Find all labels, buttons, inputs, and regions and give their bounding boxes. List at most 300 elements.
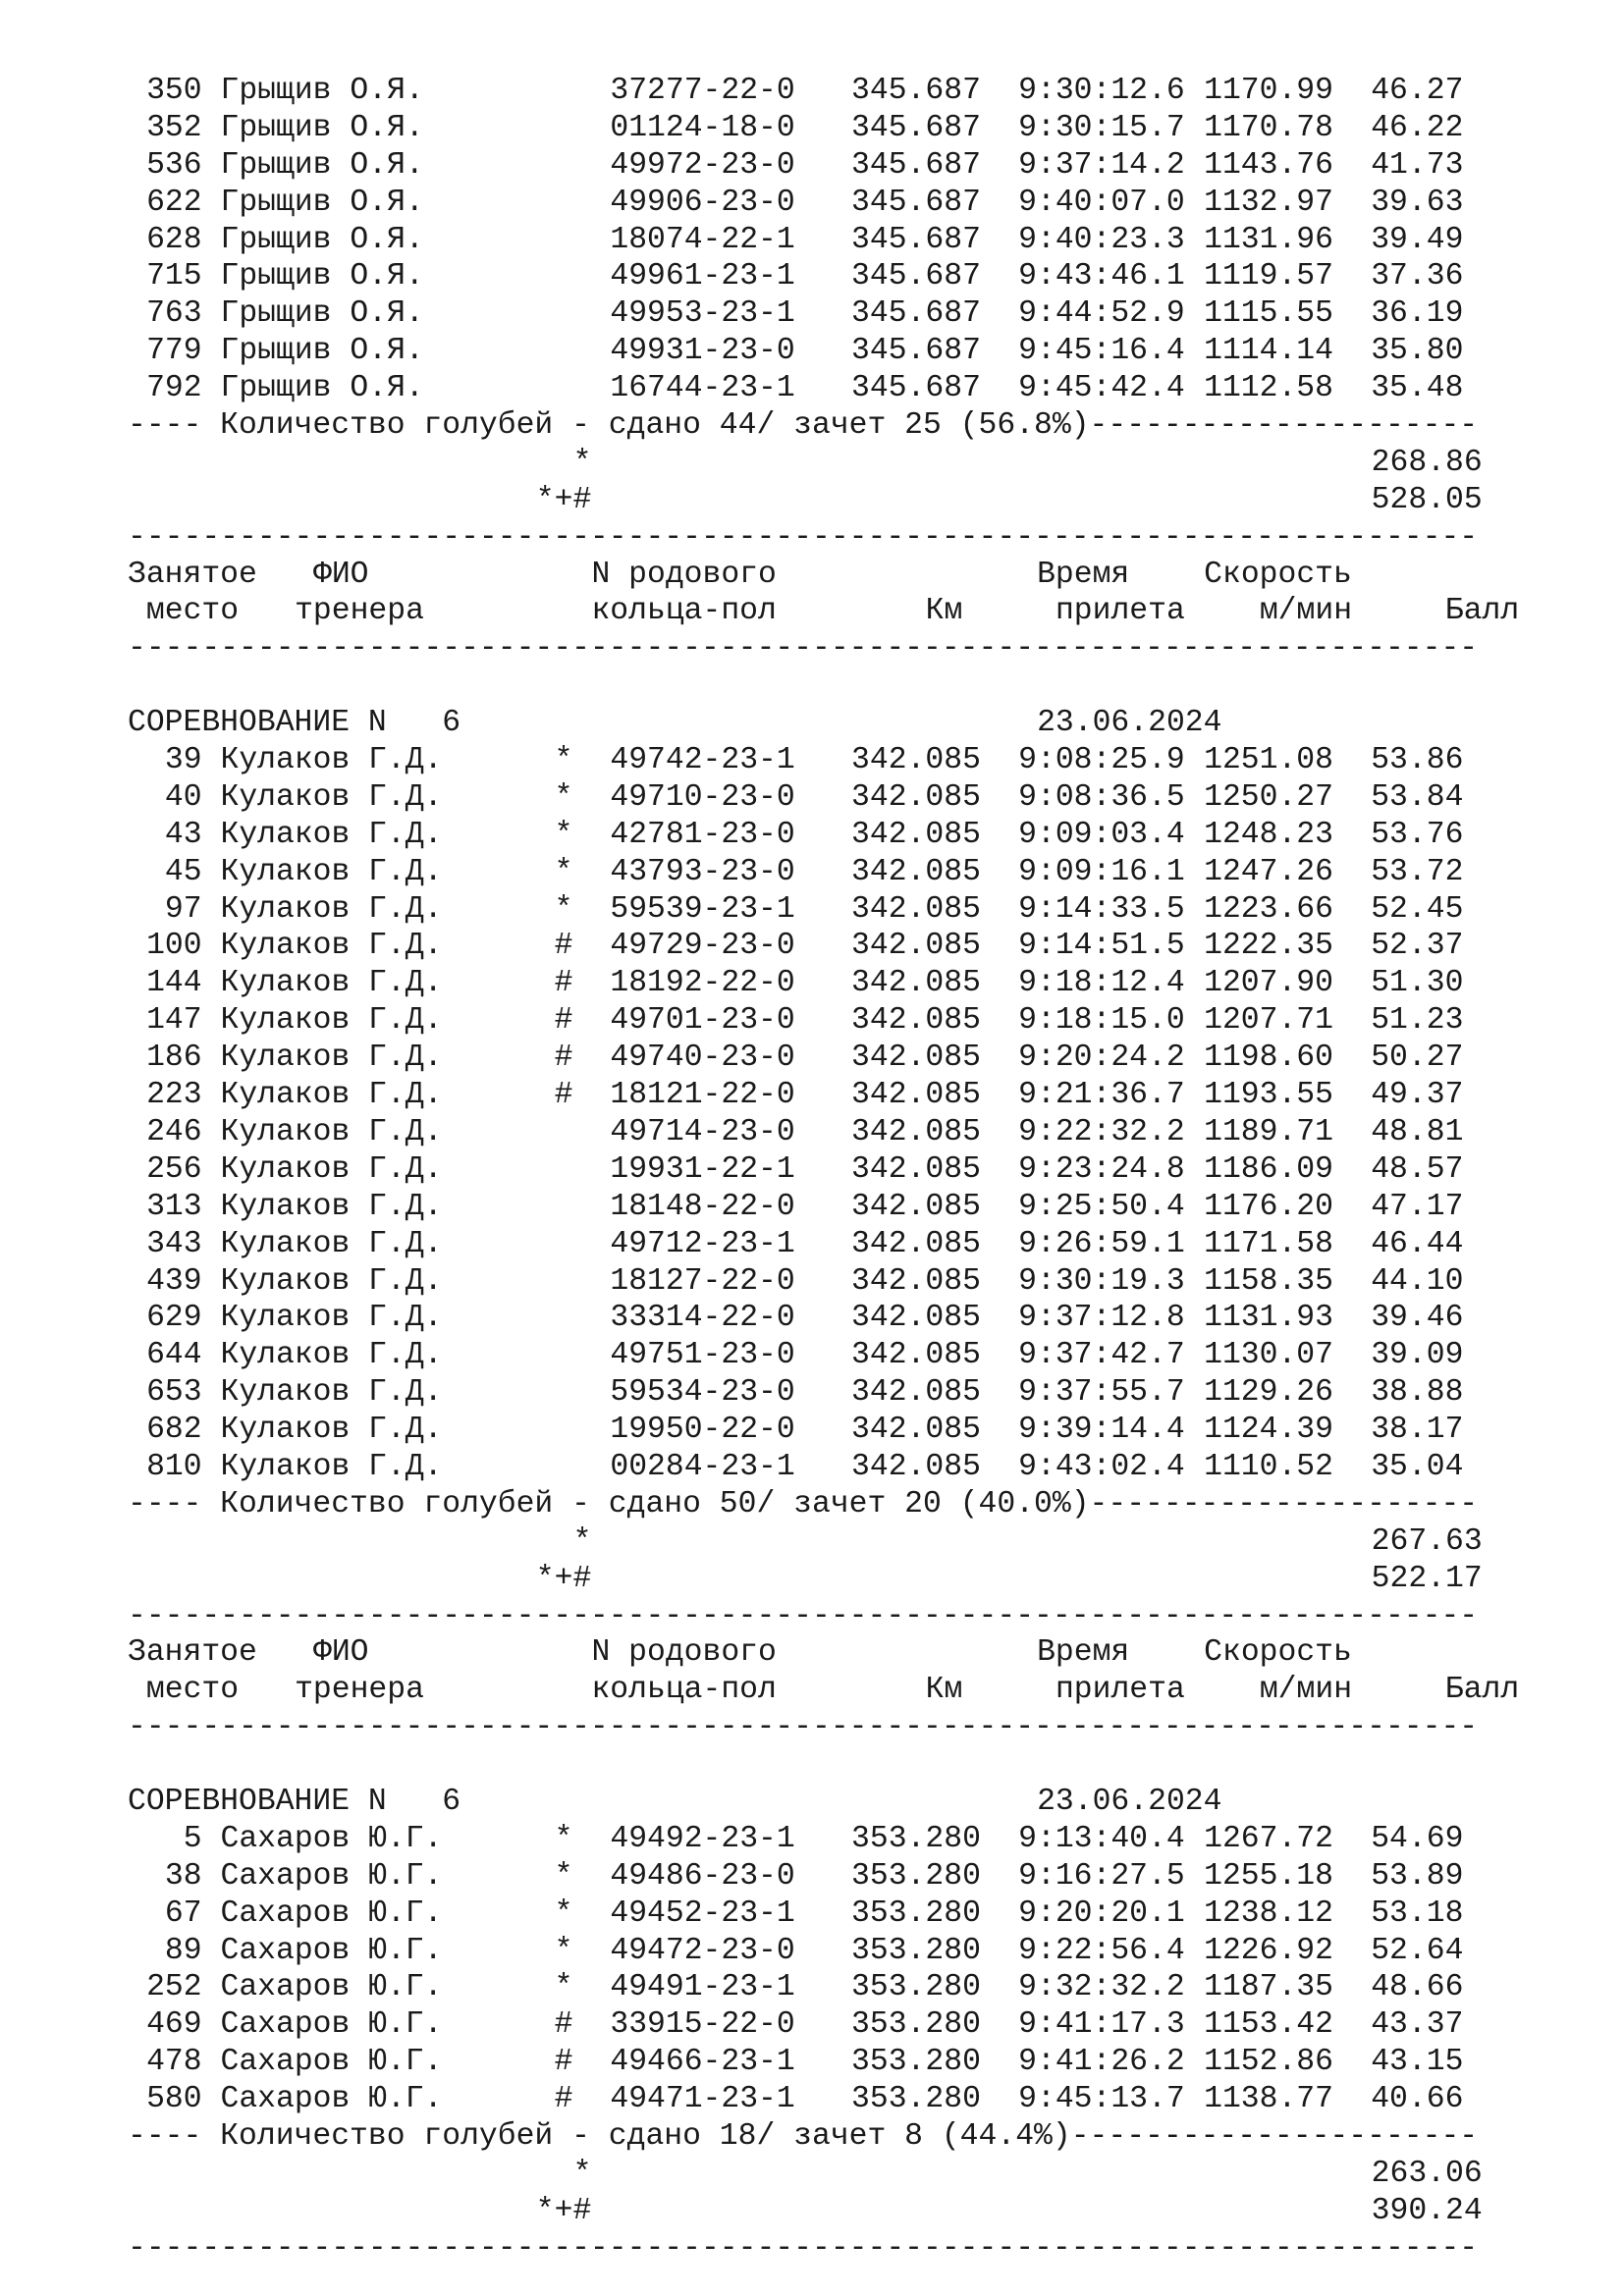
- time-cell: 9:43:46.1: [1018, 259, 1185, 294]
- summary-row: [128, 1486, 1519, 1523]
- place-cell: 256: [146, 1151, 202, 1187]
- speed-cell: 1110.52: [1204, 1449, 1333, 1484]
- total-row: [128, 2156, 1519, 2193]
- time-cell: 9:14:51.5: [1018, 929, 1185, 964]
- place-cell: 147: [146, 1003, 202, 1039]
- place-cell: 100: [146, 929, 202, 964]
- trainer-cell: Кулаков Г.Д.: [220, 929, 443, 964]
- time-cell: 9:37:55.7: [1018, 1375, 1185, 1411]
- ring-cell: 59534-23-0: [610, 1375, 795, 1411]
- ring-cell: 16744-23-1: [610, 371, 795, 406]
- speed-cell: 1250.27: [1204, 779, 1333, 815]
- trainer-cell: Сахаров Ю.Г.: [220, 1933, 443, 1968]
- place-cell: 252: [146, 1970, 202, 2005]
- trainer-cell: Грыщив О.Я.: [220, 185, 424, 220]
- blank-row: [128, 667, 1519, 705]
- ring-cell: 33314-22-0: [610, 1301, 795, 1336]
- trainer-cell: Кулаков Г.Д.: [220, 966, 443, 1001]
- header-km: Км: [925, 594, 963, 629]
- km-cell: 345.687: [851, 259, 981, 294]
- competition-row: [128, 1784, 1519, 1821]
- km-cell: 342.085: [851, 1413, 981, 1448]
- points-cell: 35.80: [1371, 334, 1464, 369]
- time-cell: 9:18:12.4: [1018, 966, 1185, 1001]
- combo-total-label: *+#: [535, 2193, 592, 2228]
- speed-cell: 1129.26: [1204, 1375, 1333, 1411]
- points-cell: 36.19: [1371, 296, 1464, 332]
- points-cell: 43.15: [1371, 2045, 1464, 2080]
- header-place: Занятое: [128, 557, 257, 592]
- trainer-cell: Кулаков Г.Д.: [220, 1151, 443, 1187]
- points-cell: 54.69: [1371, 1821, 1464, 1856]
- mark-cell: *: [554, 854, 573, 889]
- km-cell: 342.085: [851, 854, 981, 889]
- points-cell: 35.48: [1371, 371, 1464, 406]
- place-cell: 39: [164, 743, 202, 778]
- time-cell: 9:45:42.4: [1018, 371, 1185, 406]
- time-cell: 9:37:14.2: [1018, 147, 1185, 183]
- star-total-label: *: [572, 2156, 592, 2191]
- table-row: [128, 928, 1519, 965]
- trainer-cell: Кулаков Г.Д.: [220, 1226, 443, 1261]
- place-cell: 580: [146, 2082, 202, 2117]
- trainer-cell: Кулаков Г.Д.: [220, 779, 443, 815]
- trainer-cell: Кулаков Г.Д.: [220, 1338, 443, 1373]
- header-time: Время: [1037, 1635, 1130, 1671]
- speed-cell: 1255.18: [1204, 1858, 1333, 1894]
- trainer-cell: Кулаков Г.Д.: [220, 1449, 443, 1484]
- place-cell: 67: [164, 1896, 202, 1931]
- speed-cell: 1170.78: [1204, 110, 1333, 145]
- points-cell: 40.66: [1371, 2082, 1464, 2117]
- trainer-cell: Сахаров Ю.Г.: [220, 1896, 443, 1931]
- speed-cell: 1124.39: [1204, 1413, 1333, 1448]
- points-cell: 38.17: [1371, 1413, 1464, 1448]
- time-cell: 9:23:24.8: [1018, 1151, 1185, 1187]
- trainer-cell: Кулаков Г.Д.: [220, 891, 443, 927]
- ring-cell: 49751-23-0: [610, 1338, 795, 1373]
- speed-cell: 1131.93: [1204, 1301, 1333, 1336]
- time-cell: 9:37:42.7: [1018, 1338, 1185, 1373]
- table-row: [128, 1821, 1519, 1858]
- mark-cell: *: [554, 779, 573, 815]
- km-cell: 353.280: [851, 2045, 981, 2080]
- time-cell: 9:20:24.2: [1018, 1041, 1185, 1076]
- ring-cell: 49742-23-1: [610, 743, 795, 778]
- ring-cell: 49492-23-1: [610, 1821, 795, 1856]
- ring-cell: 49466-23-1: [610, 2045, 795, 2080]
- km-cell: 345.687: [851, 147, 981, 183]
- time-cell: 9:45:16.4: [1018, 334, 1185, 369]
- km-cell: 342.085: [851, 1263, 981, 1299]
- time-cell: 9:40:07.0: [1018, 185, 1185, 220]
- trainer-cell: Кулаков Г.Д.: [220, 1003, 443, 1039]
- points-cell: 35.04: [1371, 1449, 1464, 1484]
- table-row: [128, 779, 1519, 817]
- place-cell: 38: [164, 1858, 202, 1894]
- combo-total-value: 528.05: [1371, 482, 1483, 517]
- ring-cell: 49972-23-0: [610, 147, 795, 183]
- km-cell: 342.085: [851, 1078, 981, 1113]
- place-cell: 779: [146, 334, 202, 369]
- divider: [128, 519, 1519, 557]
- header-points: Балл: [1444, 594, 1520, 629]
- table-row: [128, 1226, 1519, 1263]
- time-cell: 9:08:25.9: [1018, 743, 1185, 778]
- trainer-cell: Кулаков Г.Д.: [220, 743, 443, 778]
- points-cell: 53.76: [1371, 817, 1464, 852]
- place-cell: 40: [164, 779, 202, 815]
- header-time: прилета: [1055, 594, 1185, 629]
- ring-cell: 49472-23-0: [610, 1933, 795, 1968]
- table-row: [128, 1337, 1519, 1374]
- time-cell: 9:13:40.4: [1018, 1821, 1185, 1856]
- points-cell: 52.37: [1371, 929, 1464, 964]
- trainer-cell: Сахаров Ю.Г.: [220, 2045, 443, 2080]
- time-cell: 9:14:33.5: [1018, 891, 1185, 927]
- points-cell: 49.37: [1371, 1078, 1464, 1113]
- trainer-cell: Кулаков Г.Д.: [220, 1263, 443, 1299]
- summary-row: [128, 2118, 1519, 2156]
- place-cell: 352: [146, 110, 202, 145]
- ring-cell: 49931-23-0: [610, 334, 795, 369]
- combo-total-value: 390.24: [1371, 2193, 1483, 2228]
- km-cell: 342.085: [851, 1041, 981, 1076]
- points-cell: 43.37: [1371, 2007, 1464, 2043]
- table-header-row: [128, 593, 1519, 630]
- time-cell: 9:16:27.5: [1018, 1858, 1185, 1894]
- points-cell: 39.49: [1371, 222, 1464, 257]
- trainer-cell: Кулаков Г.Д.: [220, 1114, 443, 1149]
- place-cell: 682: [146, 1413, 202, 1448]
- ring-cell: 49740-23-0: [610, 1041, 795, 1076]
- place-cell: 644: [146, 1338, 202, 1373]
- speed-cell: 1131.96: [1204, 222, 1333, 257]
- table-row: [128, 1449, 1519, 1486]
- trainer-cell: Сахаров Ю.Г.: [220, 2007, 443, 2043]
- ring-cell: 59539-23-1: [610, 891, 795, 927]
- speed-cell: 1153.42: [1204, 2007, 1333, 2043]
- ring-cell: 49452-23-1: [610, 1896, 795, 1931]
- mark-cell: #: [554, 2082, 573, 2117]
- points-cell: 46.22: [1371, 110, 1464, 145]
- speed-cell: 1251.08: [1204, 743, 1333, 778]
- header-place: место: [145, 594, 240, 629]
- km-cell: 345.687: [851, 334, 981, 369]
- time-cell: 9:30:15.7: [1018, 110, 1185, 145]
- points-cell: 48.57: [1371, 1151, 1464, 1187]
- ring-cell: 18148-22-0: [610, 1189, 795, 1224]
- ring-cell: 49471-23-1: [610, 2082, 795, 2117]
- table-row: [128, 73, 1519, 110]
- km-cell: 353.280: [851, 1933, 981, 1968]
- km-cell: 342.085: [851, 1301, 981, 1336]
- speed-cell: 1267.72: [1204, 1821, 1333, 1856]
- speed-cell: 1193.55: [1204, 1078, 1333, 1113]
- table-row: [128, 1300, 1519, 1337]
- ring-cell: 00284-23-1: [610, 1449, 795, 1484]
- divider-rule: -------------------------------------------------------------------------: [128, 1598, 1479, 1633]
- km-cell: 342.085: [851, 779, 981, 815]
- header-time: Время: [1037, 557, 1130, 592]
- total-row: [128, 1523, 1519, 1561]
- km-cell: 342.085: [851, 1449, 981, 1484]
- mark-cell: *: [554, 817, 573, 852]
- points-cell: 51.30: [1371, 966, 1464, 1001]
- time-cell: 9:26:59.1: [1018, 1226, 1185, 1261]
- mark-cell: #: [554, 2045, 573, 2080]
- trainer-cell: Грыщив О.Я.: [220, 110, 424, 145]
- points-cell: 39.46: [1371, 1301, 1464, 1336]
- km-cell: 342.085: [851, 1114, 981, 1149]
- km-cell: 353.280: [851, 2007, 981, 2043]
- place-cell: 343: [146, 1226, 202, 1261]
- table-row: [128, 147, 1519, 185]
- place-cell: 763: [146, 296, 202, 332]
- table-row: [128, 1114, 1519, 1151]
- divider-rule: -------------------------------------------------------------------------: [128, 2230, 1479, 2266]
- km-cell: 342.085: [851, 1338, 981, 1373]
- table-row: [128, 1263, 1519, 1301]
- ring-cell: 33915-22-0: [610, 2007, 795, 2043]
- trainer-cell: Кулаков Г.Д.: [220, 1189, 443, 1224]
- mark-cell: #: [554, 1041, 573, 1076]
- place-cell: 313: [146, 1189, 202, 1224]
- table-header-row: [128, 1672, 1519, 1709]
- km-cell: 342.085: [851, 1003, 981, 1039]
- table-header-row: [128, 1634, 1519, 1672]
- ring-cell: 49701-23-0: [610, 1003, 795, 1039]
- ring-cell: 49953-23-1: [610, 296, 795, 332]
- points-cell: 48.81: [1371, 1114, 1464, 1149]
- table-row: [128, 854, 1519, 891]
- speed-cell: 1223.66: [1204, 891, 1333, 927]
- header-km: Км: [925, 1673, 963, 1708]
- trainer-cell: Грыщив О.Я.: [220, 296, 424, 332]
- km-cell: 353.280: [851, 1970, 981, 2005]
- table-row: [128, 295, 1519, 333]
- time-cell: 9:09:03.4: [1018, 817, 1185, 852]
- ring-cell: 49712-23-1: [610, 1226, 795, 1261]
- speed-cell: 1247.26: [1204, 854, 1333, 889]
- competition-date: 23.06.2024: [1037, 706, 1222, 741]
- trainer-cell: Грыщив О.Я.: [220, 371, 424, 406]
- speed-cell: 1186.09: [1204, 1151, 1333, 1187]
- speed-cell: 1187.35: [1204, 1970, 1333, 2005]
- trainer-cell: Грыщив О.Я.: [220, 259, 424, 294]
- km-cell: 345.687: [851, 185, 981, 220]
- table-row: [128, 1077, 1519, 1114]
- speed-cell: 1238.12: [1204, 1896, 1333, 1931]
- header-ring: N родового: [591, 557, 777, 592]
- pigeon-count-summary: ---- Количество голубей - сдано 44/ зачет 25 (56.8%)---------------------: [128, 408, 1479, 444]
- mark-cell: *: [554, 1858, 573, 1894]
- time-cell: 9:21:36.7: [1018, 1078, 1185, 1113]
- ring-cell: 49961-23-1: [610, 259, 795, 294]
- header-ring: кольца-пол: [591, 1673, 777, 1708]
- trainer-cell: Грыщив О.Я.: [220, 222, 424, 257]
- points-cell: 53.18: [1371, 1896, 1464, 1931]
- km-cell: 342.085: [851, 891, 981, 927]
- table-row: [128, 965, 1519, 1002]
- competition-row: [128, 705, 1519, 742]
- place-cell: 792: [146, 371, 202, 406]
- trainer-cell: Кулаков Г.Д.: [220, 1375, 443, 1411]
- points-cell: 53.84: [1371, 779, 1464, 815]
- place-cell: 223: [146, 1078, 202, 1113]
- ring-cell: 49906-23-0: [610, 185, 795, 220]
- mark-cell: #: [554, 929, 573, 964]
- mark-cell: *: [554, 1933, 573, 1968]
- mark-cell: *: [554, 1896, 573, 1931]
- trainer-cell: Грыщив О.Я.: [220, 334, 424, 369]
- combo-total-label: *+#: [535, 482, 592, 517]
- table-row: [128, 742, 1519, 779]
- ring-cell: 43793-23-0: [610, 854, 795, 889]
- trainer-cell: Кулаков Г.Д.: [220, 1301, 443, 1336]
- place-cell: 43: [164, 817, 202, 852]
- speed-cell: 1226.92: [1204, 1933, 1333, 1968]
- summary-row: [128, 407, 1519, 445]
- place-cell: 350: [146, 74, 202, 108]
- header-place: место: [145, 1673, 240, 1708]
- results-sheet: [128, 73, 1519, 2268]
- table-row: [128, 1933, 1519, 1970]
- header-place: Занятое: [128, 1635, 257, 1671]
- trainer-cell: Сахаров Ю.Г.: [220, 1970, 443, 2005]
- speed-cell: 1170.99: [1204, 74, 1333, 108]
- total-row: [128, 445, 1519, 482]
- km-cell: 345.687: [851, 296, 981, 332]
- speed-cell: 1248.23: [1204, 817, 1333, 852]
- competition-date: 23.06.2024: [1037, 1784, 1222, 1819]
- km-cell: 342.085: [851, 966, 981, 1001]
- speed-cell: 1115.55: [1204, 296, 1333, 332]
- speed-cell: 1112.58: [1204, 371, 1333, 406]
- time-cell: 9:09:16.1: [1018, 854, 1185, 889]
- trainer-cell: Кулаков Г.Д.: [220, 1413, 443, 1448]
- time-cell: 9:41:26.2: [1018, 2045, 1185, 2080]
- table-row: [128, 1969, 1519, 2006]
- place-cell: 653: [146, 1375, 202, 1411]
- points-cell: 53.72: [1371, 854, 1464, 889]
- table-row: [128, 1412, 1519, 1449]
- table-row: [128, 1040, 1519, 1077]
- points-cell: 41.73: [1371, 147, 1464, 183]
- points-cell: 53.89: [1371, 1858, 1464, 1894]
- competition-title: СОРЕВНОВАНИЕ N 6: [128, 706, 461, 741]
- table-header-row: [128, 557, 1519, 594]
- pigeon-count-summary: ---- Количество голубей - сдано 18/ зачет 8 (44.4%)----------------------: [128, 2118, 1479, 2154]
- speed-cell: 1198.60: [1204, 1041, 1333, 1076]
- points-cell: 48.66: [1371, 1970, 1464, 2005]
- place-cell: 439: [146, 1263, 202, 1299]
- table-row: [128, 1189, 1519, 1226]
- divider: [128, 1598, 1519, 1635]
- trainer-cell: Кулаков Г.Д.: [220, 1078, 443, 1113]
- table-row: [128, 370, 1519, 407]
- time-cell: 9:41:17.3: [1018, 2007, 1185, 2043]
- table-row: [128, 2044, 1519, 2081]
- place-cell: 536: [146, 147, 202, 183]
- speed-cell: 1189.71: [1204, 1114, 1333, 1149]
- speed-cell: 1143.76: [1204, 147, 1333, 183]
- star-total-value: 267.63: [1371, 1523, 1483, 1559]
- table-row: [128, 1002, 1519, 1040]
- header-name: тренера: [295, 594, 424, 629]
- trainer-cell: Кулаков Г.Д.: [220, 817, 443, 852]
- divider-rule: -------------------------------------------------------------------------: [128, 519, 1479, 555]
- speed-cell: 1119.57: [1204, 259, 1333, 294]
- star-total-label: *: [572, 1523, 592, 1559]
- time-cell: 9:22:32.2: [1018, 1114, 1185, 1149]
- divider: [128, 630, 1519, 667]
- mark-cell: *: [554, 743, 573, 778]
- place-cell: 45: [164, 854, 202, 889]
- points-cell: 53.86: [1371, 743, 1464, 778]
- points-cell: 39.63: [1371, 185, 1464, 220]
- time-cell: 9:25:50.4: [1018, 1189, 1185, 1224]
- table-row: [128, 2081, 1519, 2118]
- ring-cell: 49714-23-0: [610, 1114, 795, 1149]
- total-row: [128, 1561, 1519, 1598]
- header-speed: Скорость: [1204, 1635, 1352, 1671]
- time-cell: 9:44:52.9: [1018, 296, 1185, 332]
- place-cell: 478: [146, 2045, 202, 2080]
- combo-total-value: 522.17: [1371, 1561, 1483, 1596]
- star-total-value: 263.06: [1371, 2156, 1483, 2191]
- speed-cell: 1130.07: [1204, 1338, 1333, 1373]
- ring-cell: 42781-23-0: [610, 817, 795, 852]
- speed-cell: 1176.20: [1204, 1189, 1333, 1224]
- ring-cell: 49491-23-1: [610, 1970, 795, 2005]
- table-row: [128, 1151, 1519, 1189]
- header-speed: м/мин: [1259, 1673, 1353, 1708]
- place-cell: 629: [146, 1301, 202, 1336]
- km-cell: 342.085: [851, 743, 981, 778]
- km-cell: 353.280: [851, 2082, 981, 2117]
- mark-cell: #: [554, 2007, 573, 2043]
- divider-rule: -------------------------------------------------------------------------: [128, 1710, 1479, 1745]
- speed-cell: 1171.58: [1204, 1226, 1333, 1261]
- star-total-label: *: [572, 445, 592, 480]
- star-total-value: 268.86: [1371, 445, 1483, 480]
- header-speed: Скорость: [1204, 557, 1352, 592]
- km-cell: 345.687: [851, 371, 981, 406]
- points-cell: 51.23: [1371, 1003, 1464, 1039]
- mark-cell: *: [554, 1821, 573, 1856]
- ring-cell: 49710-23-0: [610, 779, 795, 815]
- time-cell: 9:45:13.7: [1018, 2082, 1185, 2117]
- time-cell: 9:32:32.2: [1018, 1970, 1185, 2005]
- place-cell: 89: [164, 1933, 202, 1968]
- km-cell: 342.085: [851, 1151, 981, 1187]
- trainer-cell: Грыщив О.Я.: [220, 147, 424, 183]
- speed-cell: 1222.35: [1204, 929, 1333, 964]
- table-row: [128, 1896, 1519, 1933]
- time-cell: 9:30:12.6: [1018, 74, 1185, 108]
- speed-cell: 1132.97: [1204, 185, 1333, 220]
- total-row: [128, 482, 1519, 519]
- place-cell: 715: [146, 259, 202, 294]
- table-row: [128, 222, 1519, 259]
- km-cell: 342.085: [851, 929, 981, 964]
- mark-cell: *: [554, 891, 573, 927]
- km-cell: 345.687: [851, 74, 981, 108]
- trainer-cell: Кулаков Г.Д.: [220, 854, 443, 889]
- points-cell: 37.36: [1371, 259, 1464, 294]
- place-cell: 628: [146, 222, 202, 257]
